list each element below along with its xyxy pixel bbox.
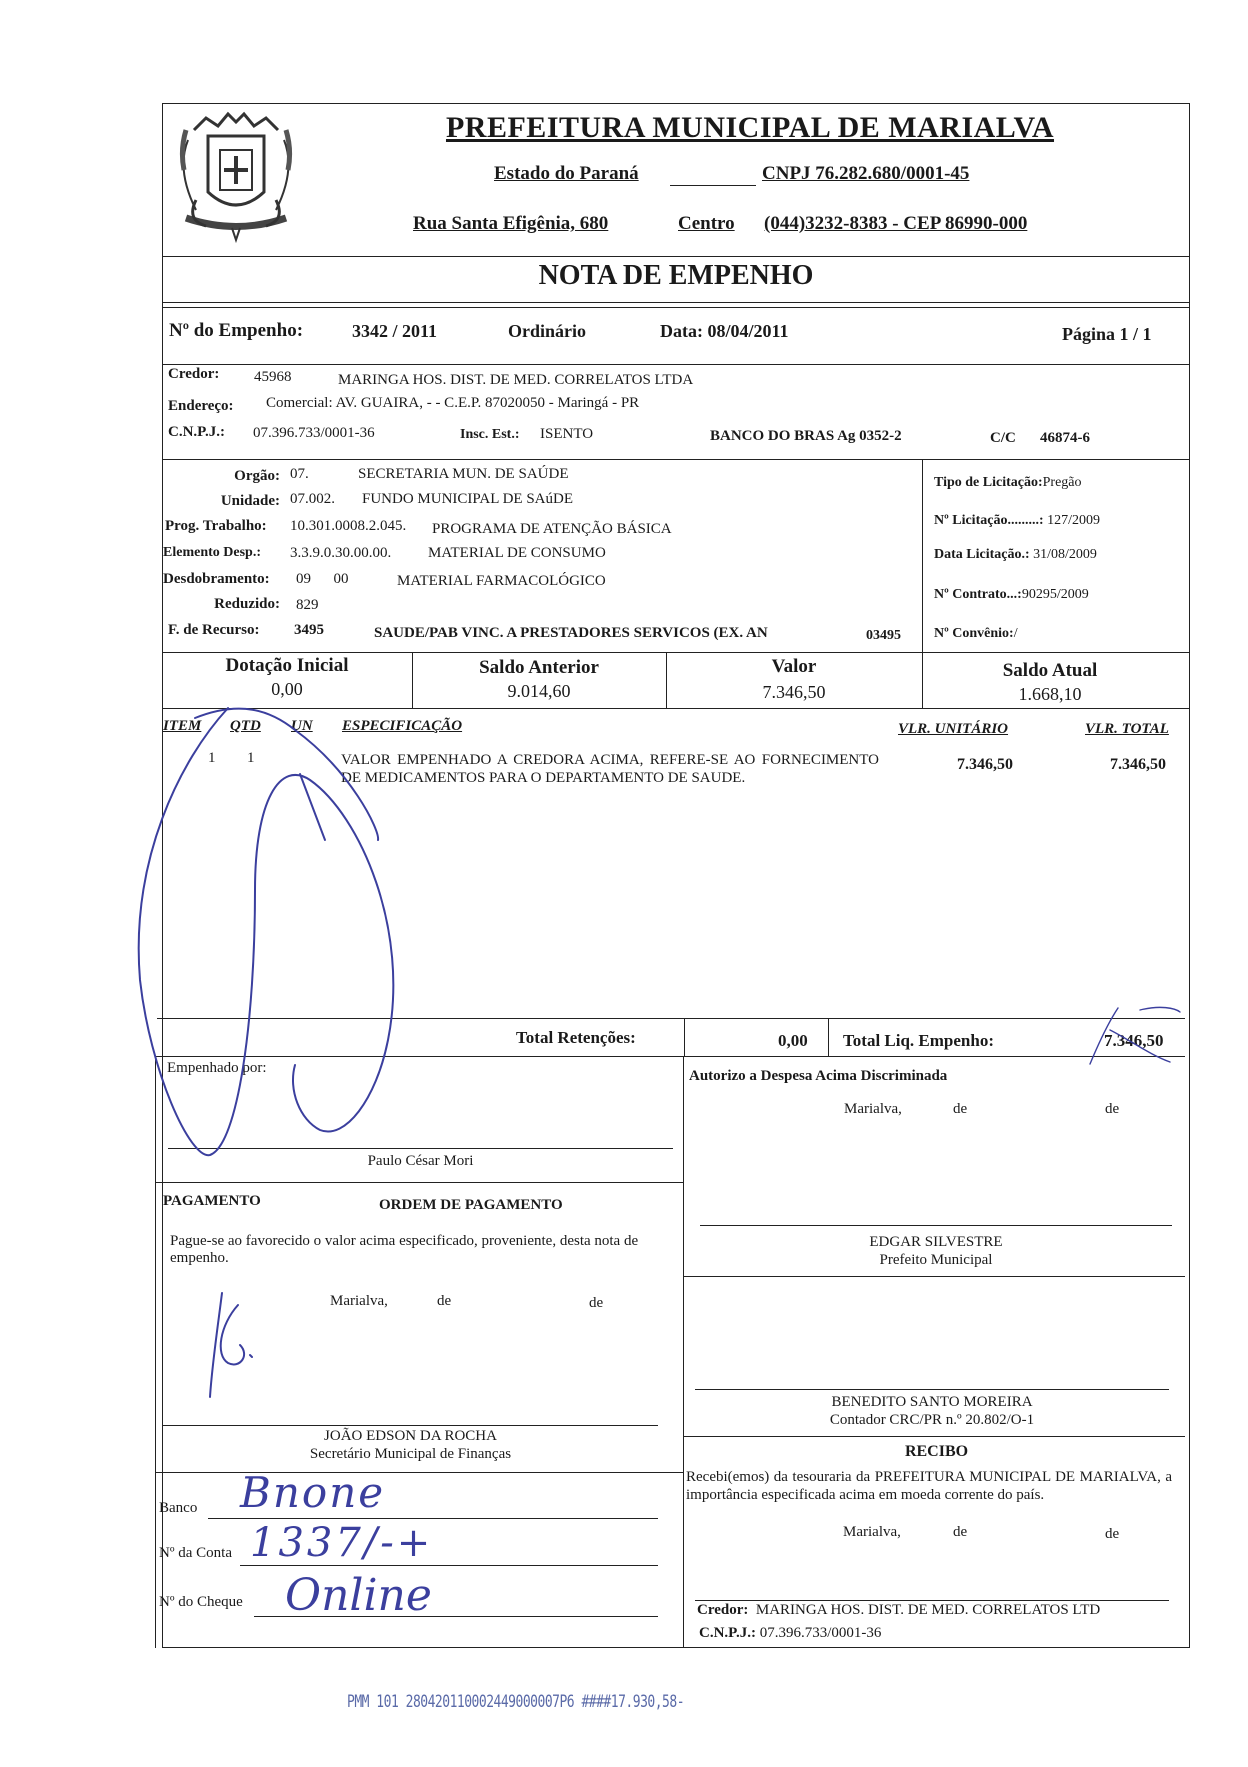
data-licitacao: Data Licitação.: 31/08/2009 [934, 547, 1097, 562]
autorizo-label: Autorizo a Despesa Acima Discriminada [689, 1068, 948, 1084]
bank-info: BANCO DO BRAS Ag 0352-2 [710, 428, 902, 444]
dotacao-label: Dotação Inicial [225, 655, 349, 676]
empenho-kind: Ordinário [508, 321, 587, 341]
handwritten-cheque: Online [285, 1570, 432, 1621]
authorization-de-2: de [1105, 1101, 1120, 1117]
recibo-de-2: de [1105, 1526, 1120, 1542]
num-contrato: Nº Contrato...:90295/2009 [934, 587, 1089, 602]
orgao-label: Orgão: [234, 468, 280, 484]
unidade-code: 07.002. [290, 491, 335, 507]
desdobramento-label: Desdobramento: [163, 571, 270, 587]
credor-name: MARINGA HOS. DIST. DE MED. CORRELATOS LTDA [338, 372, 694, 388]
col-total-price: VLR. TOTAL [1085, 721, 1169, 737]
contador-role: Contador CRC/PR n.º 20.802/O-1 [829, 1412, 1035, 1428]
phone-cep: (044)3232-8383 - CEP 86990-000 [764, 213, 1028, 234]
pagamento-text: Pague-se ao favorecido o valor acima especificado, proveniente, desta nota de empenho. [170, 1233, 639, 1266]
page-number: Página 1 / 1 [1062, 324, 1152, 344]
credor-address: Comercial: AV. GUAIRA, - - C.E.P. 87020050 - Maringá - PR [266, 395, 640, 411]
retencoes-label: Total Retenções: [516, 1028, 636, 1047]
payment-de-1: de [437, 1293, 452, 1309]
cnpj-label: C.N.P.J.: [168, 424, 225, 440]
empenho-label: Nº do Empenho: [169, 320, 304, 341]
payment-de-2: de [589, 1295, 604, 1311]
empenho-date: Data: 08/04/2011 [660, 321, 789, 341]
fonte-code: 3495 [294, 622, 324, 638]
tipo-licitacao-label: Tipo de Licitação:Pregão [934, 475, 1082, 490]
col-item: ITEM [163, 718, 202, 734]
pagamento-label: PAGAMENTO [163, 1193, 261, 1209]
handwritten-conta: 1337/-+ [250, 1520, 434, 1566]
conta-label: Nº da Conta [159, 1545, 232, 1561]
item-total-price: 7.346,50 [1110, 756, 1166, 773]
elemento-code: 3.3.9.0.30.00.00. [290, 545, 392, 561]
recibo-city: Marialva, [843, 1524, 901, 1540]
unidade-label: Unidade: [220, 493, 280, 509]
col-unit-price: VLR. UNITÁRIO [898, 721, 1009, 737]
city-cnpj: CNPJ 76.282.680/0001-45 [762, 163, 970, 184]
document-title: NOTA DE EMPENHO [538, 260, 814, 291]
item-spec: VALOR EMPENHADO A CREDORA ACIMA, REFERE-SE AO FORNECIMENTO DE MEDICAMENTOS PARA O DEPARTAMENTO DE SAUDE. [341, 752, 879, 786]
saldo-atual-value: 1.668,10 [1018, 684, 1082, 704]
secretario-role: Secretário Municipal de Finanças [309, 1446, 512, 1462]
saldo-atual-label: Saldo Atual [1002, 660, 1098, 681]
col-un: UN [291, 718, 313, 734]
insc-label: Insc. Est.: [460, 427, 520, 442]
liq-empenho-value: 7.346,50 [1104, 1031, 1164, 1050]
payment-city: Marialva, [330, 1293, 388, 1309]
address-label: Endereço: [168, 398, 234, 414]
cheque-label: Nº do Cheque [159, 1594, 243, 1610]
reduzido-label: Reduzido: [214, 596, 280, 612]
handwritten-check-mark [1080, 1000, 1190, 1070]
prog-code: 10.301.0008.2.045. [290, 518, 407, 534]
large-handwritten-signature [120, 690, 463, 1170]
dotacao-value: 0,00 [271, 679, 303, 699]
recibo-title: RECIBO [904, 1443, 969, 1460]
recibo-cnpj: C.N.P.J.: 07.396.733/0001-36 [699, 1625, 882, 1641]
secretario-name: JOÃO EDSON DA ROCHA [324, 1428, 497, 1444]
crest-logo [166, 100, 306, 246]
credor-cnpj: 07.396.733/0001-36 [253, 425, 375, 441]
recibo-text: Recebi(emos) da tesouraria da PREFEITURA MUNICIPAL DE MARIALVA, a importância especificada acima em moeda corrente do país. [686, 1469, 1172, 1503]
credor-code: 45968 [254, 369, 292, 385]
banco-label: Banco [159, 1500, 198, 1516]
item-qtd: 1 [247, 750, 255, 766]
handwritten-initial-signature [200, 1285, 280, 1405]
credor-label: Credor: [168, 366, 220, 382]
municipality-title: PREFEITURA MUNICIPAL DE MARIALVA [445, 111, 1055, 144]
desdobramento-code: 09 00 [296, 571, 349, 587]
fonte-number: 03495 [866, 628, 901, 643]
col-spec: ESPECIFICAÇÃO [342, 718, 463, 734]
elemento-name: MATERIAL DE CONSUMO [428, 545, 606, 561]
cc-label: C/C [990, 430, 1016, 446]
bank-authentication-stamp: PMM 101 280420110002449000007P6 ####17.930,58- [347, 1692, 685, 1713]
orgao-code: 07. [290, 466, 309, 482]
state-label: Estado do Paraná [494, 163, 639, 184]
unidade-name: FUNDO MUNICIPAL DE SAúDE [362, 491, 573, 507]
liq-empenho-label: Total Liq. Empenho: [843, 1031, 994, 1050]
district: Centro [678, 213, 735, 234]
fonte-label: F. de Recurso: [168, 622, 260, 638]
empenho-number: 3342 / 2011 [352, 321, 438, 341]
authorization-city: Marialva, [844, 1101, 902, 1117]
prefeito-role: Prefeito Municipal [879, 1252, 993, 1268]
recibo-credor: Credor: MARINGA HOS. DIST. DE MED. CORRELATOS LTD [697, 1602, 1101, 1618]
retencoes-value: 0,00 [778, 1031, 808, 1050]
authorization-de-1: de [953, 1101, 968, 1117]
state-underline-extension [670, 185, 756, 186]
insc-value: ISENTO [540, 426, 594, 442]
empenhado-name: Paulo César Mori [367, 1153, 474, 1169]
ordem-pagamento-label: ORDEM DE PAGAMENTO [379, 1197, 563, 1213]
elemento-label: Elemento Desp.: [163, 545, 261, 560]
valor-label: Valor [771, 656, 817, 677]
contador-name: BENEDITO SANTO MOREIRA [831, 1394, 1033, 1410]
item-number: 1 [208, 750, 216, 766]
valor-value: 7.346,50 [762, 682, 826, 702]
cc-value: 46874-6 [1040, 430, 1090, 446]
empenhado-label: Empenhado por: [167, 1060, 267, 1076]
handwritten-banco: Bnone [240, 1468, 386, 1517]
item-unit-price: 7.346,50 [957, 756, 1013, 773]
desdobramento-name: MATERIAL FARMACOLÓGICO [397, 573, 606, 589]
saldo-anterior-label: Saldo Anterior [479, 657, 599, 678]
reduzido-value: 829 [296, 597, 319, 613]
prefeito-name: EDGAR SILVESTRE [869, 1234, 1003, 1250]
num-licitacao: Nº Licitação.........: 127/2009 [934, 513, 1100, 528]
street-address: Rua Santa Efigênia, 680 [413, 213, 609, 234]
orgao-name: SECRETARIA MUN. DE SAÚDE [358, 466, 569, 482]
prog-name: PROGRAMA DE ATENÇÃO BÁSICA [432, 521, 672, 537]
fonte-name: SAUDE/PAB VINC. A PRESTADORES SERVICOS (EX. AN [374, 625, 768, 641]
prog-label: Prog. Trabalho: [165, 518, 267, 534]
saldo-anterior-value: 9.014,60 [507, 681, 571, 701]
num-convenio: Nº Convênio:/ [934, 626, 1018, 641]
recibo-de-1: de [953, 1524, 968, 1540]
col-qtd: QTD [230, 718, 261, 734]
